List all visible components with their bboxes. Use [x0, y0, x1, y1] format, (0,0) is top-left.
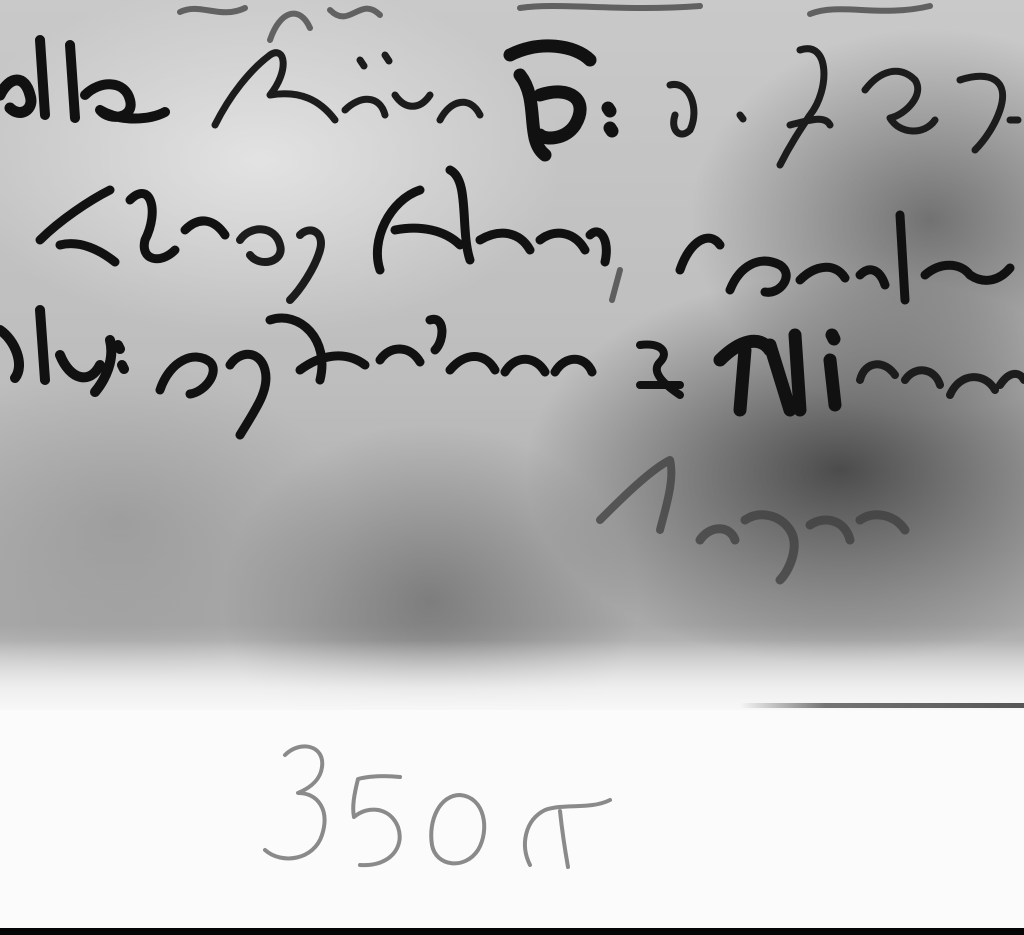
- bottom-border: [0, 928, 1024, 935]
- handwriting-line-3: [40, 170, 1010, 300]
- folio-number-text: [250, 735, 251, 736]
- page-edge-shadow: [740, 703, 1024, 708]
- handwriting-line-1: [180, 6, 930, 40]
- folio-number-label: [250, 735, 670, 885]
- handwriting-line-2: [0, 40, 1018, 165]
- handwriting-line-5: [600, 460, 905, 580]
- folio-number-handwriting: [250, 735, 670, 885]
- handwriting-line-4: [0, 310, 1024, 435]
